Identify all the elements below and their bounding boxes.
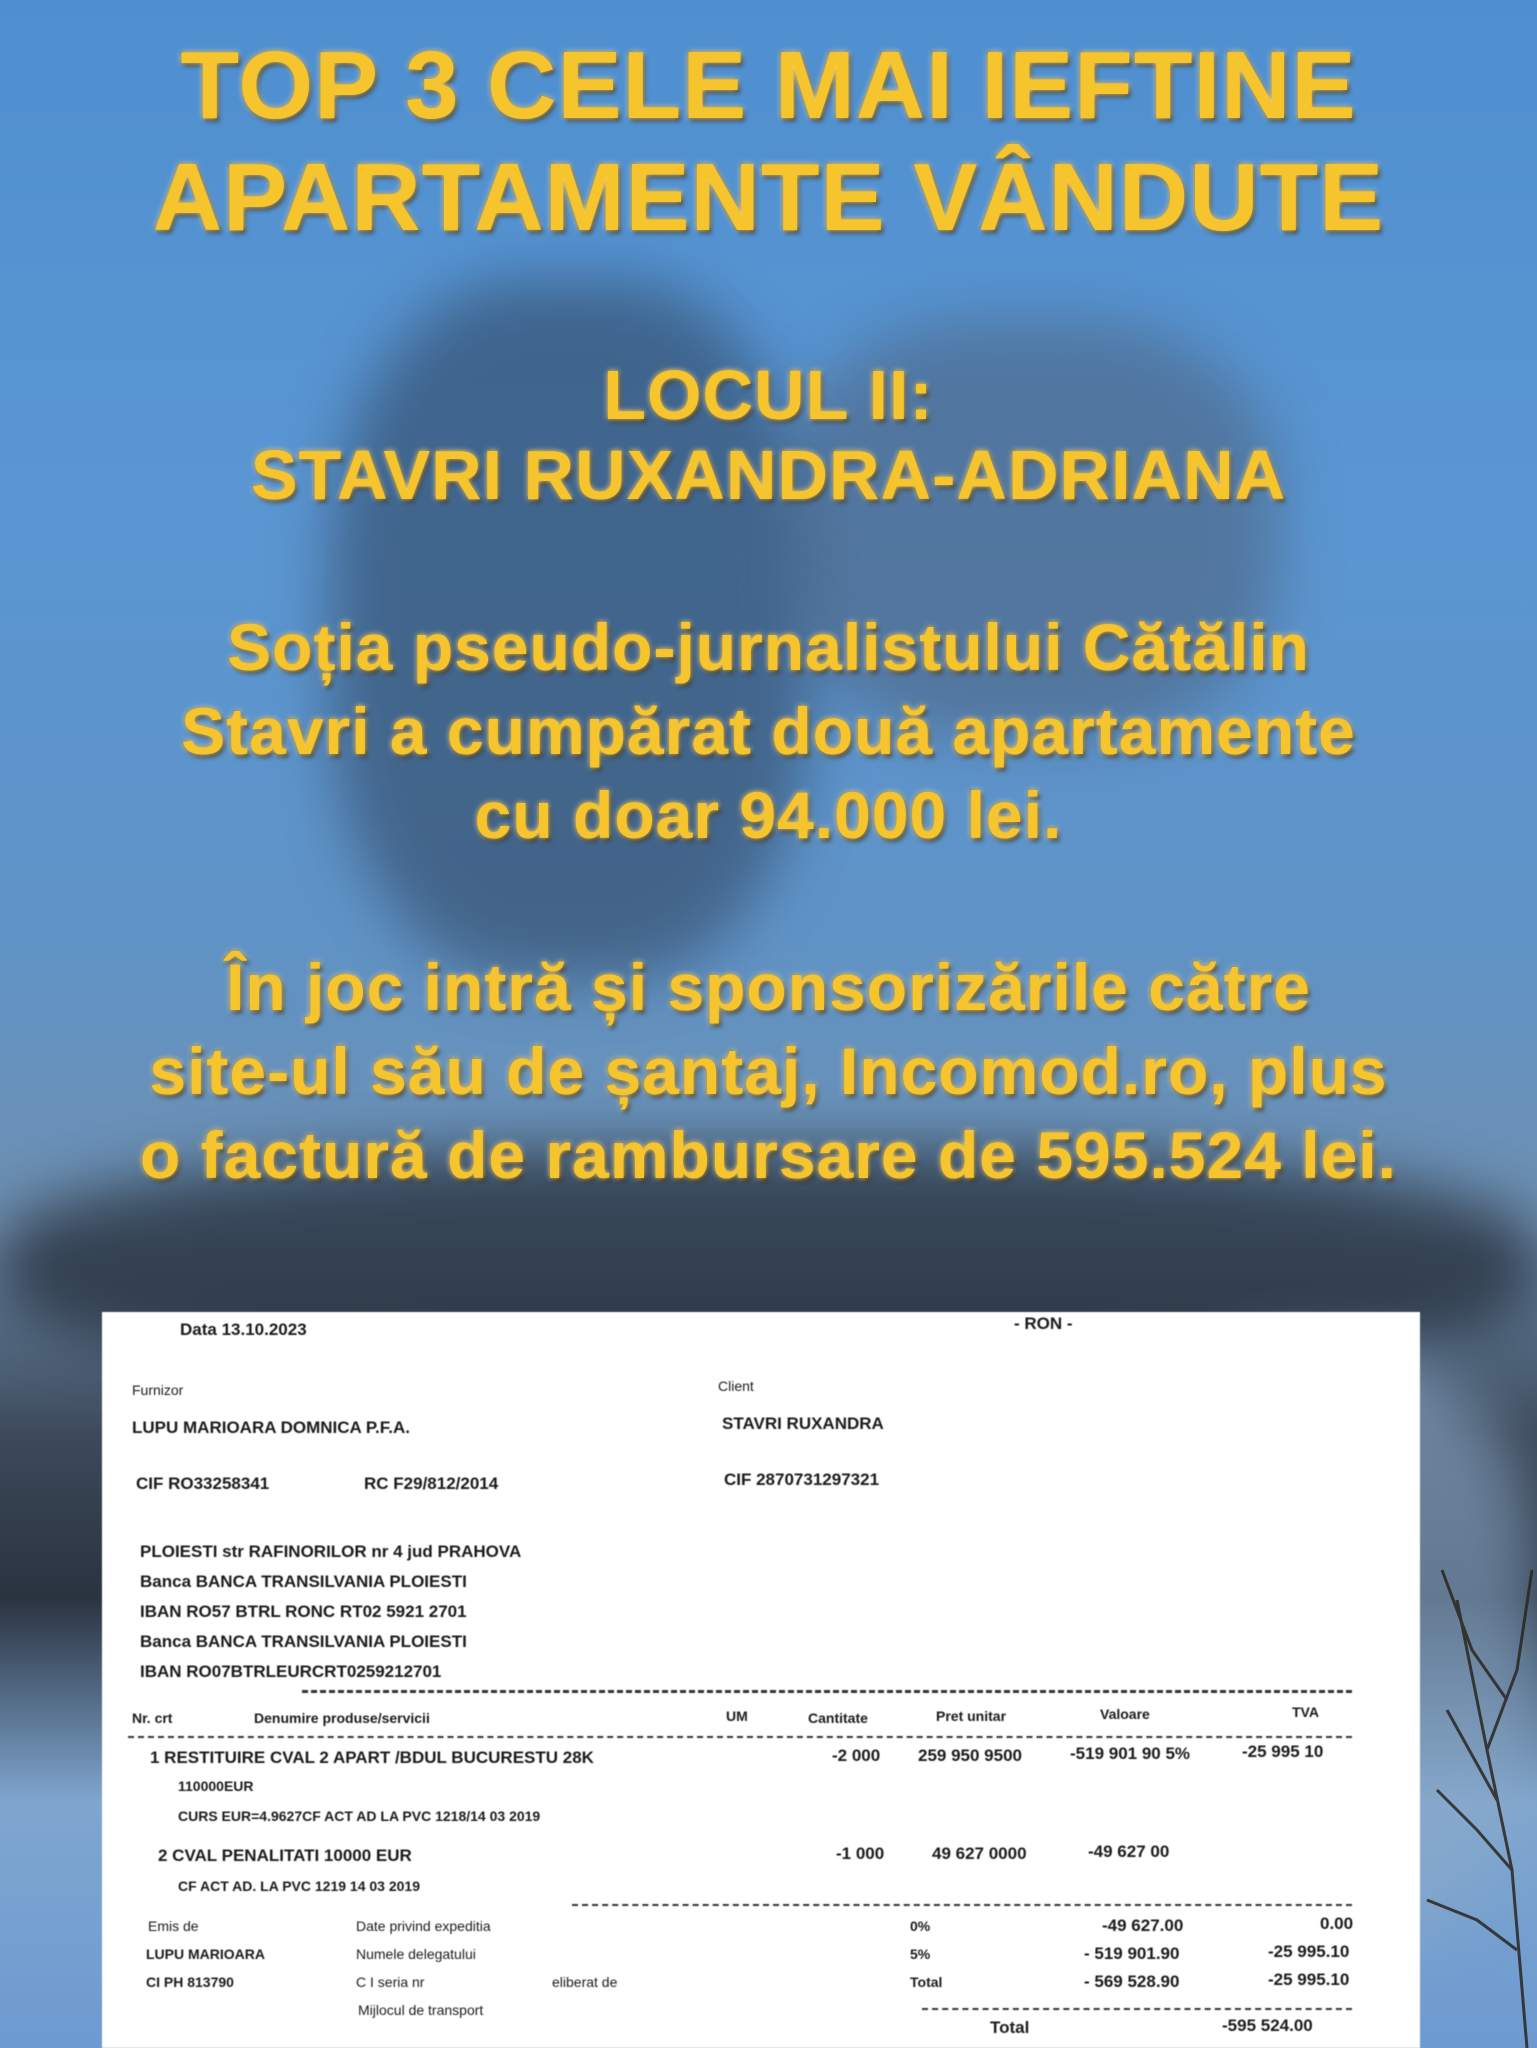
column-header: Cantitate [808, 1710, 868, 1726]
title-line: APARTAMENTE VÂNDUTE [152, 144, 1385, 251]
details-line: site-ul său de șantaj, Incomod.ro, plus [149, 1034, 1388, 1108]
column-header: Pret unitar [936, 1708, 1007, 1724]
tree-branches-image [1417, 1450, 1537, 2048]
row-description: 2 CVAL PENALITATI 10000 EUR [158, 1846, 412, 1865]
column-header: Nr. crt [132, 1710, 173, 1726]
supplier-address: PLOIESTI str RAFINORILOR nr 4 jud PRAHOVA [140, 1542, 522, 1561]
description-text [0, 605, 1537, 857]
row-description: 110000EUR [178, 1778, 254, 1794]
row-description: CF ACT AD. LA PVC 1219 14 03 2019 [178, 1878, 420, 1894]
details-line: În joc intră și sponsorizările către [225, 950, 1311, 1024]
transport-label: Mijlocul de transport [358, 2002, 484, 2018]
description-line: Soția pseudo-jurnalistului Cătălin [227, 610, 1310, 684]
issued-by-label: eliberat de [552, 1974, 618, 1990]
details-line: o factură de rambursare de 595.524 lei. [140, 1118, 1397, 1192]
divider [572, 1904, 1352, 1906]
supplier-name: LUPU MARIOARA DOMNICA P.F.A. [132, 1418, 410, 1437]
issued-name: LUPU MARIOARA [146, 1946, 265, 1962]
summary-rate: 0% [910, 1918, 931, 1934]
issued-label: Emis de [148, 1918, 199, 1934]
divider [128, 1736, 1352, 1738]
supplier-cif: CIF RO33258341 [136, 1474, 270, 1493]
column-header: Denumire produse/servicii [254, 1710, 430, 1726]
main-title [0, 30, 1537, 254]
summary-rate: Total [910, 1974, 943, 1990]
supplier-rc: RC F29/812/2014 [364, 1474, 499, 1493]
bank-name: Banca BANCA TRANSILVANIA PLOIESTI [140, 1572, 467, 1591]
column-header: TVA [1292, 1704, 1319, 1720]
row-value: -519 901 90 5% [1070, 1744, 1191, 1763]
grand-total-value: -595 524.00 [1222, 2016, 1313, 2035]
summary-vat: -25 995.10 [1268, 1970, 1350, 1989]
ci-label: C I seria nr [356, 1974, 425, 1990]
row-vat: -25 995 10 [1242, 1742, 1324, 1761]
row-unit-price: 49 627 0000 [932, 1844, 1027, 1863]
summary-value: - 519 901.90 [1084, 1944, 1180, 1963]
shipping-label: Date privind expeditia [356, 1918, 491, 1934]
row-description: CURS EUR=4.9627CF ACT AD LA PVC 1218/14 03 2019 [178, 1808, 541, 1824]
client-label: Client [718, 1378, 754, 1394]
title-line: TOP 3 CELE MAI IEFTINE [180, 32, 1357, 139]
description-line: Stavri a cumpărat două apartamente [181, 694, 1356, 768]
divider [922, 2008, 1352, 2010]
delegate-label: Numele delegatului [356, 1946, 476, 1962]
grand-total-label: Total [990, 2018, 1030, 2037]
summary-vat: 0.00 [1320, 1914, 1354, 1933]
row-unit-price: 259 950 9500 [918, 1746, 1022, 1765]
column-header: UM [726, 1708, 748, 1724]
row-quantity: -1 000 [836, 1844, 885, 1863]
iban: IBAN RO57 BTRL RONC RT02 5921 2701 [140, 1602, 467, 1621]
invoice-date: Data 13.10.2023 [180, 1320, 307, 1339]
place-title [0, 355, 1537, 515]
place-line: STAVRI RUXANDRA-ADRIANA [250, 436, 1287, 514]
place-line: LOCUL II: [603, 356, 934, 434]
summary-value: -49 627.00 [1102, 1916, 1184, 1935]
column-header: Valoare [1100, 1706, 1150, 1722]
supplier-label: Furnizor [132, 1382, 184, 1398]
client-name: STAVRI RUXANDRA [722, 1414, 884, 1433]
iban: IBAN RO07BTRLEURCRT0259212701 [140, 1662, 442, 1681]
row-description: 1 RESTITUIRE CVAL 2 APART /BDUL BUCURESTU 28K [150, 1748, 594, 1767]
row-value: -49 627 00 [1088, 1842, 1170, 1861]
issued-ci: CI PH 813790 [146, 1974, 234, 1990]
row-quantity: -2 000 [832, 1746, 881, 1765]
summary-value: - 569 528.90 [1084, 1972, 1180, 1991]
divider [302, 1690, 1352, 1693]
summary-vat: -25 995.10 [1268, 1942, 1350, 1961]
client-cif: CIF 2870731297321 [724, 1470, 880, 1489]
invoice-document [102, 1312, 1420, 2048]
details-text [0, 945, 1537, 1197]
description-line: cu doar 94.000 lei. [474, 778, 1063, 852]
summary-rate: 5% [910, 1946, 931, 1962]
invoice-currency: - RON - [1014, 1314, 1073, 1333]
bank-name: Banca BANCA TRANSILVANIA PLOIESTI [140, 1632, 467, 1651]
